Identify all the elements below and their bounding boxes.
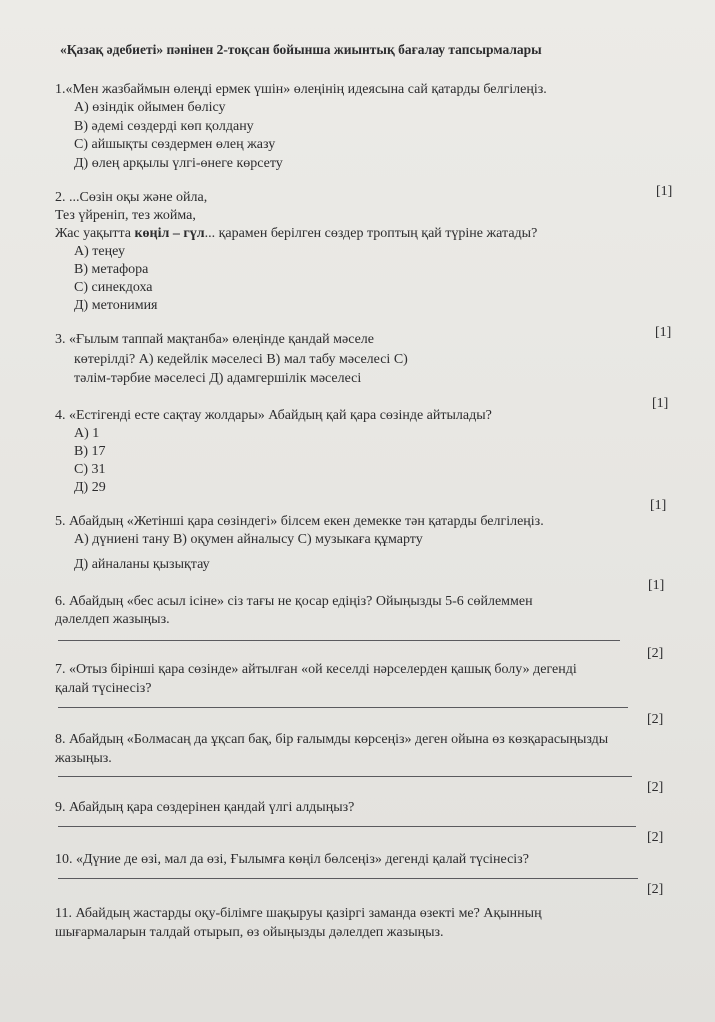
question-3-line-3: тәлім-тәрбие мәселесі Д) адамгершілік мәселесі [74, 371, 362, 386]
question-8-line-1: 8. Абайдың «Болмасаң да ұқсап бақ, бір ғалымды көрсеңіз» деген ойына өз көзқарасыңызды [55, 732, 609, 747]
page-title: «Қазақ әдебиеті» пәнінен 2-тоқсан бойынша жиынтық бағалау тапсырмалары [60, 42, 542, 57]
question-8-mark: [2] [647, 780, 664, 795]
question-1-option-c: С) айшықты сөздермен өлең жазу [74, 137, 276, 152]
question-2-mark: [1] [655, 325, 672, 340]
question-2-option-b: В) метафора [74, 262, 149, 277]
question-6-answer-line [58, 640, 620, 641]
question-4-option-d: Д) 29 [74, 480, 106, 495]
question-7-mark: [2] [647, 712, 664, 727]
question-2-option-a: А) теңеу [74, 244, 125, 259]
question-4-option-a: А) 1 [74, 426, 100, 441]
question-7-answer-line [58, 707, 628, 708]
question-5-line-3: Д) айналаны қызықтау [74, 557, 210, 572]
question-1-option-b: В) әдемі сөздерді көп қолдану [74, 119, 254, 134]
question-5-line-2: А) дүниені тану В) оқумен айналысу С) музыкаға құмарту [74, 532, 423, 547]
question-2-option-d: Д) метонимия [74, 298, 158, 313]
question-1-text: 1.«Мен жазбаймын өлеңді ермек үшін» өлеңінің идеясына сай қатарды белгілеңіз. [55, 82, 547, 97]
question-2-line-3-start: Жас уақытта [55, 226, 135, 241]
question-3-line-2: көтерілді? А) кедейлік мәселесі В) мал табу мәселесі С) [74, 352, 408, 367]
question-5-mark: [1] [648, 578, 665, 593]
question-2-line-1: 2. ...Сөзін оқы және ойла, [55, 190, 208, 205]
question-2-highlighted-phrase: көңіл – гүл [134, 226, 205, 241]
question-4-option-b: В) 17 [74, 444, 106, 459]
question-2-line-2: Тез үйреніп, тез жойма, [55, 208, 196, 223]
question-7-line-1: 7. «Отыз бірінші қара сөзінде» айтылған «ой кеселді нәрселерден қашық болу» дегенді [55, 662, 577, 677]
question-10-text: 10. «Дүние де өзі, мал да өзі, Ғылымға көңіл бөлсеңіз» дегенді қалай түсінесіз? [55, 852, 529, 867]
question-1-option-d: Д) өлең арқылы үлгі-өнеге көрсету [74, 156, 283, 171]
question-10-answer-line [58, 878, 638, 879]
question-9-text: 9. Абайдың қара сөздерінен қандай үлгі алдыңыз? [55, 800, 355, 815]
question-9-answer-line [58, 826, 636, 827]
question-8-answer-line [58, 776, 632, 777]
question-5-text: 5. Абайдың «Жетінші қара сөзіндегі» білсем екен демекке тән қатарды белгілеңіз. [55, 514, 544, 529]
question-7-line-2: қалай түсінесіз? [55, 681, 152, 696]
question-6-mark: [2] [647, 646, 664, 661]
question-6-line-1: 6. Абайдың «бес асыл ісіне» сіз тағы не қосар едіңіз? Ойыңызды 5-6 сөйлеммен [55, 594, 533, 609]
question-4-mark: [1] [650, 498, 667, 513]
question-1-mark: [1] [656, 184, 673, 199]
question-1-option-a: А) өзіндік ойымен бөлісу [74, 100, 226, 115]
question-2-option-c: С) синекдоха [74, 280, 153, 295]
question-2-line-3-end: ... қарамен берілген сөздер троптың қай түріне жатады? [204, 226, 538, 241]
question-3-line-1: 3. «Ғылым таппай мақтанба» өлеңінде қандай мәселе [55, 332, 374, 347]
question-2-line-3 [55, 226, 537, 242]
question-11-line-1: 11. Абайдың жастарды оқу-білімге шақыруы қазіргі заманда өзекті ме? Ақынның [55, 906, 542, 921]
question-8-line-2: жазыңыз. [55, 751, 112, 766]
question-10-mark: [2] [647, 882, 664, 897]
question-3-mark: [1] [652, 396, 669, 411]
question-4-option-c: С) 31 [74, 462, 106, 477]
question-11-line-2: шығармаларын талдай отырып, өз ойыңызды дәлелдеп жазыңыз. [55, 925, 444, 940]
question-6-line-2: дәлелдеп жазыңыз. [55, 612, 170, 627]
question-4-text: 4. «Естігенді есте сақтау жолдары» Абайдың қай қара сөзінде айтылады? [55, 408, 492, 423]
question-9-mark: [2] [647, 830, 664, 845]
